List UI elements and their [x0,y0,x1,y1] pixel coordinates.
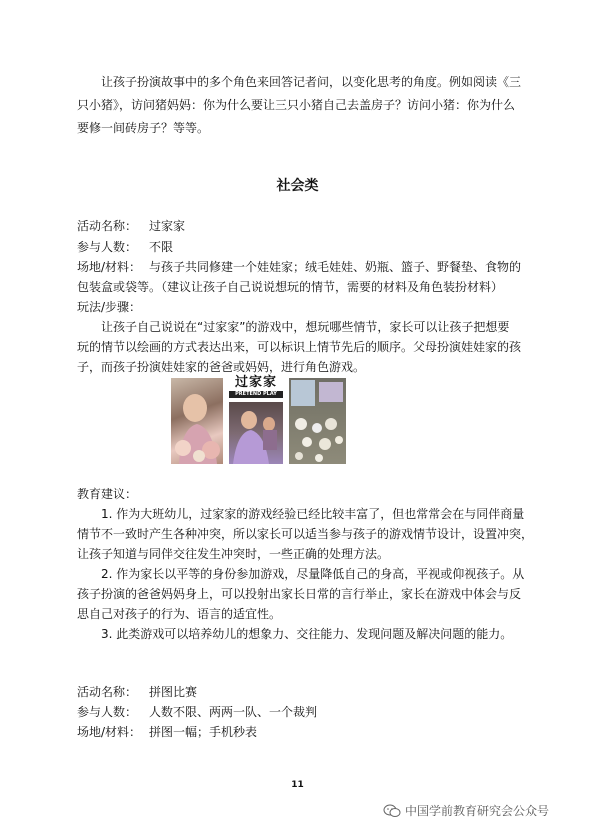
activity1-venue-row [77,257,521,277]
activity1-steps-line2: 玩的情节以绘画的方式表达出来，可以标识上情节先后的顺序。父母扮演娃娃家的孩 [77,340,522,354]
activity1-people-row [77,237,173,257]
activity2-name-label: 活动名称： [77,685,138,699]
activity2-venue-value: 拼图一幅；手机秒表 [149,725,258,739]
activity2-name-row [77,682,197,702]
wechat-icon [383,804,401,818]
intro-line-3: 要修一间砖房子？等等。 [77,121,210,135]
photo-child-with-dolls [171,378,223,464]
activity2-people-value: 人数不限、两两一队、一个裁判 [149,705,318,719]
activity1-steps-label: 玩法/步骤： [77,300,142,314]
activity1-name-value: 过家家 [149,219,186,233]
suggestions-label: 教育建议： [77,487,138,501]
activity1-steps-line1: 让孩子自己说说在“过家家”的游戏中，想玩哪些情节，家长可以让孩子把想要 [101,320,510,334]
activity2-people-row [77,702,317,722]
activity2-name-value: 拼图比赛 [149,685,198,699]
suggestion-2-line1: 2. 作为家长以平等的身份参加游戏，尽量降低自己的身高，平视或仰视孩子。从 [101,567,525,581]
watermark-text: 中国学前教育研究会公众号 [405,804,550,818]
activity1-venue-line1: 与孩子共同修建一个娃娃家；绒毛娃娃、奶瓶、篮子、野餐垫、食物的 [149,260,522,274]
suggestion-1-line3: 让孩子知道与同伴交往发生冲突时，一些正确的处理方法。 [77,547,390,561]
activity1-people-label: 参与人数： [77,240,138,254]
activity2-venue-label: 场地/材料： [77,725,142,739]
image-subtitle: PRETEND PLAY [229,391,283,398]
photo-play-food-items [289,378,346,464]
suggestion-3-line1: 3. 此类游戏可以培养幼儿的想象力、交往能力、发现问题及解决问题的能力。 [101,627,513,641]
activity2-venue-row [77,722,257,742]
activity1-venue-label: 场地/材料： [77,260,142,274]
watermark [383,802,549,819]
activity1-name-label: 活动名称： [77,219,138,233]
activity2-people-label: 参与人数： [77,705,138,719]
suggestion-2-line2: 孩子扮演的爸爸妈妈身上，可以投射出家长日常的言行举止，家长在游戏中体会与反 [77,587,522,601]
activity1-steps-line3: 子，而孩子扮演娃娃家的爸爸或妈妈，进行角色游戏。 [77,360,366,374]
suggestion-1-line2: 情节不一致时产生各种冲突，所以家长可以适当参与孩子的游戏情节设计，设置冲突， [77,527,534,541]
suggestion-2-line3: 思自己对孩子的行为、语言的适宜性。 [77,607,282,621]
page-number: 11 [291,780,304,790]
photo-child-playing-purple [229,402,283,464]
intro-line-2: 只小猪》，访问猪妈妈：你为什么要让三只小猪自己去盖房子？访问小猪：你为什么 [77,98,516,112]
intro-line-1: 让孩子扮演故事中的多个角色来回答记者问，以变化思考的角度。例如阅读《三 [101,75,522,89]
section-title: 社会类 [276,178,319,194]
photo-title-block [229,376,283,400]
suggestion-1-line1: 1. 作为大班幼儿，过家家的游戏经验已经比较丰富了，但也常常会在与同伴商量 [101,507,525,521]
image-title: 过家家 [234,375,277,390]
activity1-venue-line2: 包装盒或袋等。（建议让孩子自己说说想玩的情节，需要的材料及角色装扮材料） [77,280,504,294]
activity1-people-value: 不限 [149,240,174,254]
activity1-name-row [77,216,185,236]
